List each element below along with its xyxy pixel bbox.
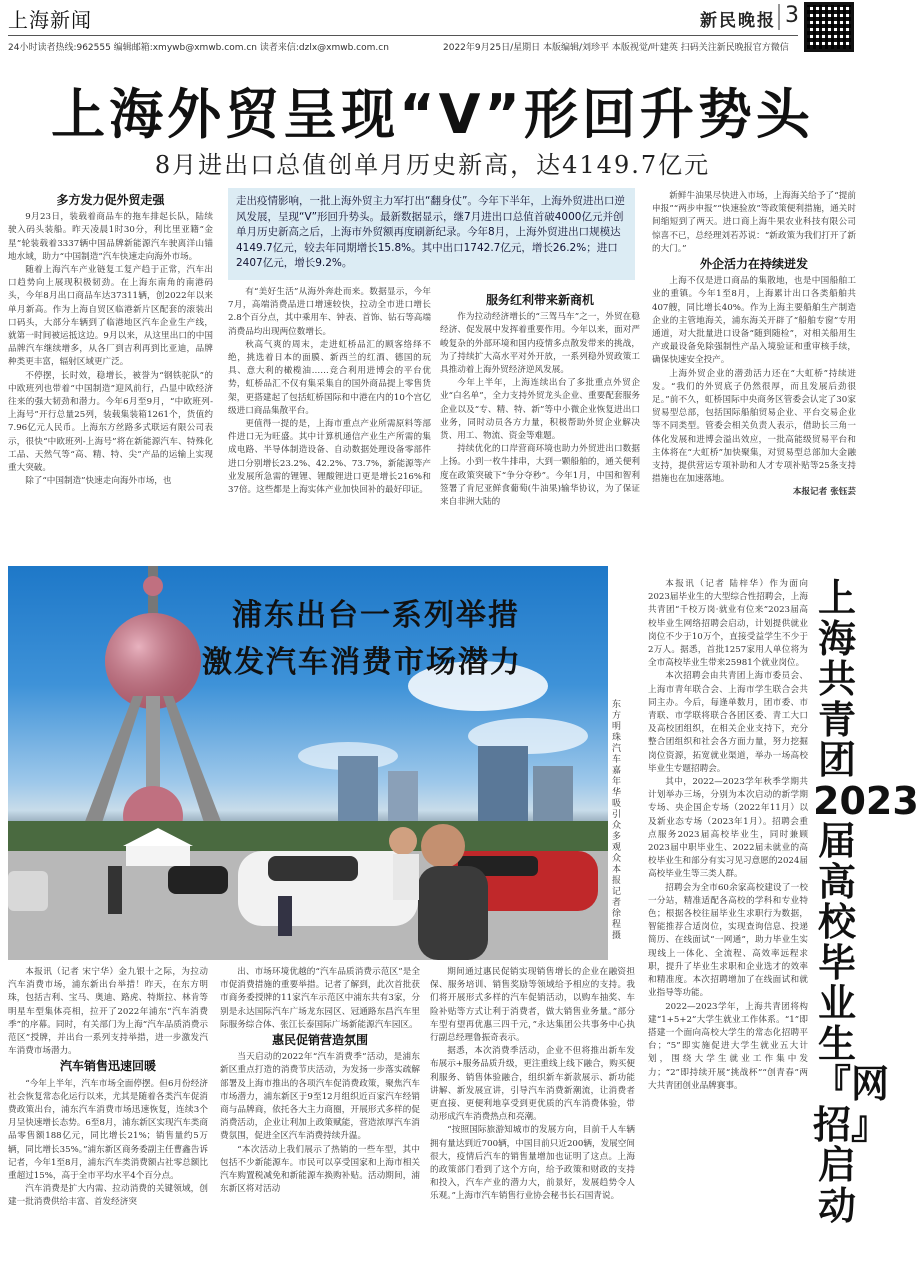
vertical-headline: 上海共青团2023届高校毕业生『网招』启动 — [813, 576, 919, 1228]
paragraph: 本报讯（记者 陆梓华）作为面向2023届毕业生的大型综合性招聘会，上海共青团“千校万岗·就业有位来”2023届高校毕业生网络招聘会启动，计划提供就业岗位不少于10万个，直接受益学生不少于2万人。据悉，首批1257家用人单位将为全市高校毕业生带来25981个就业岗位。 — [648, 579, 808, 669]
qr-code-icon[interactable] — [804, 2, 854, 52]
paragraph: 出、市场环境优越的“汽车品质消费示范区”是全市促消费措施的重要举措。记者了解到，此次首批获市商务委授牌的11家汽车示范区中浦东共有3家，分别是永达国际汽车广场龙东园区、冠通路东昌汽车里际服务综合体、张江长泰国际广场新能源汽车园区。 — [220, 967, 420, 1030]
paragraph: 除了“中国制造”快速走向海外市场，也 — [25, 476, 172, 487]
article1-column-3 — [440, 292, 640, 562]
section-subtitle: 外企活力在持续迸发 — [699, 257, 808, 272]
paragraph: 招聘会为全市60余家高校建设了一校一分站，精准适配各高校的学科和专业特色；根据各校往届毕业生求职行为数据，智能推荐合适岗位，实现查询信息、投递简历、在线面试“一网通”，助力毕业生实现线上一体化、全流程、高效率远程求职，提升了毕业生求职和企业选才的效率和精准度。本次招聘增加了在线面试和就业指导等功能。 — [648, 882, 808, 999]
section-subtitle: 服务红利带来新商机 — [485, 293, 594, 307]
article2-column-2 — [220, 966, 420, 1276]
article1-column-1 — [8, 192, 213, 562]
paragraph: 更值得一提的是，上海市重点产业所需原料等部件进口无为旺盛。其中计算机通信产业生产所需的集成电路、半导体制造设备、自动数据处理设备零部件进口分别增长23.2%、42.2%、73.7%，新能源等产业发展所急需的锂锂、锂酸锂进口更是增长216%和37倍。这些都是上海实体产业加快回补的最好印证。 — [228, 419, 431, 496]
newspaper-brand: 新民晚报 — [700, 11, 776, 31]
paragraph: 不停摆，长时效，稳增长，被誉为“钢铁驼队”的中欧班列也带着“中国制造”迎风前行，凸显中欧经济往来的强大韧劲和潜力。今年6月至9月，“中欧班列-上海号”开行总量25列，装载集装箱1261个，货值约7.96亿元人民币。上海东方丝路多式联运有限公司表示，很快“中欧班列-上海号”将在新能源汽车、特殊化工品、天然气等“高、精、特、尖”产品的运输上实现重大突破。 — [8, 370, 213, 474]
page-number: 3 — [785, 3, 799, 28]
section-subtitle: 多方发力促外贸走强 — [56, 193, 165, 207]
paragraph: 今年上半年，上海连续出台了多批重点外贸企业“白名单”，全力支持外贸龙头企业、重要配套服务企业以及“专、精、特、新”等中小微企业恢复进出口业务，同时动员各方力量，积极帮助外贸企业解决货、用工、物流、资金等难题。 — [440, 378, 640, 442]
main-headline: 上海外贸呈现“V”形回升势头 — [51, 83, 814, 146]
paragraph: “今年上半年，汽车市场全面停摆。但6月份经济社会恢复常态化运行以来，尤其是随着各类汽车促消费政策出台，浦东汽车消费市场迅速恢复，连续3个月呈快速增长态势。6至8月，浦东新区实现汽车类商品零售额188亿元，同比增长21%；销售量约5万辆，同比增长35%。”浦东新区商务委副主任曹鑫告诉记者，今年1至8月，浦东汽车类消费额占社零总额比重超过15%，高于全市平均水平4个百分点。 — [8, 1078, 208, 1182]
paragraph: 其中，2022—2023学年秋季学期共计划举办三场，分别为本次启动的新学期专场、央企国企专场（2022年11月）以及新业态专场（2023年1月）。招聘会重点服务2023届高校毕业生，同时兼顾2023届中职毕业生、2022届未就业的高校毕业生和部分有实习见习意愿的2024届高校毕业生等三类人群。 — [648, 777, 808, 880]
divider — [778, 4, 780, 30]
photo-headline-1: 浦东出台一系列举措 — [232, 598, 520, 633]
paragraph: 秋高气爽的周末，走进虹桥品汇的顾客络绎不绝，挑选着日本的面膜、新西兰的红酒、德国的玩具、意大利的橄榄油……竞合利用进博会的平台优势，虹桥品汇不仅有集采集自的国外商品提上零售货架，更搭建起了包括虹桥国际和中港在内的10个宫亿级进口商品集散平台。 — [228, 339, 431, 416]
paragraph: 有“美好生活”从海外奔赴而来。数据显示，今年7月，高端消费品进口增速较快，拉动全市进口增长2.8个百分点，其中乘用车、钟表、首饰、钻石等高端消费品均出现两位数增长。 — [228, 287, 431, 337]
paragraph: “按照国际旅游知城市的发展方向，目前千人车辆拥有量达到近700辆，中国目前只近200辆，发展空间很大，疫情后汽车的销售量增加也证明了这点。上海的政策部门看到了这个方向，给予政策和财政的支持和投入，汽车产业的潜力大，前景好，发展趋势令人乐观。”上海市汽车销售行业协会秘书长石国青说。 — [430, 1125, 635, 1202]
photo-headline-2: 激发汽车消费市场潜力 — [202, 645, 522, 680]
paragraph: 作为拉动经济增长的“三驾马车”之一，外贸在稳经济、促发展中发挥着重要作用。今年以来，面对严峻复杂的外部环境和国内疫情多点散发带来的挑战，为了持续扩大高水平对外开放，一系列稳外贸政策工具推动着上海外贸经济逆风发展。 — [440, 312, 640, 376]
article2-column-3 — [430, 966, 635, 1276]
byline: 本报记者 张钰芸 — [792, 487, 856, 498]
paragraph: 随着上海汽车产业链复工复产趋于正常，汽车出口趋势向上展现积极韧劲。在上海东南角的南港码头，今年8月出口商品车达37311辆，创2022年以来单月新高。作为上海自贸区临港新片区配套的滚装出口码头，大部分车辆到了临港地区汽车企业生产线，就第一时间被运抵这边。9月以来，从这里出口的中国品牌汽车继续增多，从各厂到吉利再到比亚迪，品牌种类更丰富，辐射区域更广泛。 — [8, 265, 213, 368]
paragraph: 汽车消费是扩大内需、拉动消费的关键领域，创建一批消费供给丰富、首发经济突 — [8, 1184, 208, 1208]
article1-column-4 — [652, 190, 856, 562]
sub-headline: 8月进出口总值创单月历史新高，达4149.7亿元 — [154, 151, 711, 179]
intro-summary-box: 走出疫情影响，一批上海外贸主力军打出“翻身仗”。今年下半年，上海外贸进出口逆风发展，呈现“V”形回升势头。最新数据显示，继7月进出口总值首破4000亿元并创单月历史新高之后，上海市外贸额再度刷新纪录。今年8月，上海外贸进出口规模达4149.7亿元，较去年同期增长15.8%。其中出口1742.7亿元，增长26.2%；进口2407亿元，增长9.2%。 — [228, 188, 635, 280]
paragraph: 持续优化的口岸营商环境也助力外贸进出口数据上扬。小到一枚牛排串，大到一颗船舶的，通关便利度在政策突破下“争分夺秒”。今年1月，中国和智利签署了肯尼亚鲜食葡萄(牛油果)输华协议，为了保证来自非洲大陆的 — [440, 444, 640, 508]
issue-info: 2022年9月25日/星期日 本版编辑/刘珍平 本版视觉/叶建英 扫码关注新民晚报官方微信 — [443, 43, 789, 53]
section-subtitle: 汽车销售迅速回暖 — [59, 1059, 156, 1074]
section-subtitle: 惠民促销营造氛围 — [271, 1033, 368, 1048]
paragraph: 期间通过惠民促销实现销售增长的企业在融资担保、服务培训、销售奖励等领域给予相应的支持。我们将开展形式多样的汽车促销活动，以购车抽奖、车险补贴等方式让利于消费者，做大销售业务量。”部分车型有望再优惠三四千元，”永达集团公共事务中心执行副总经理鲁振奇表示。 — [430, 967, 635, 1044]
paragraph: 当天启动的2022年“汽车消费季”活动，是浦东新区重点打造的消费节庆活动，为发扬一步落实疏解部署及上海市推出的各项汽车促消费政策，聚焦汽车市场潜力，浦东新区于9至12月组织近百家汽车经销商与品牌商，依托各大主力商圈，开展形式多样的促消费活动，企业让利加上政策赋能，营造浓厚汽车消费氛围，促进全区汽车消费持续升温。 — [220, 1052, 420, 1142]
article2-column-1 — [8, 966, 208, 1276]
paragraph: 本报讯（记者 宋宁华）金九银十之际，为拉动汽车消费市场，浦东新出台举措！昨天，在东方明珠，包括吉利、宝马、奥迪、路虎、特斯拉、林肯等明星车型集体亮相，拉开了2022年浦东“汽车消费季”的序幕。同时，有关部门为上海“汽车品质消费示范区”授牌，并出台一系列支持举措，进一步激发汽车消费市场潜力。 — [8, 967, 208, 1057]
paragraph: 本次招聘会由共青团上海市委员会、上海市青年联合会、上海市学生联合会共同主办。今后，每逢单数月，团市委、市青联、市学联将联合各团区委、青工大口及高校团组织，在相关企业支持下，充分整合团组织和社会各方面力量，努力挖掘岗位资源，拓宽就业渠道，举办一场高校毕业生专题招聘会。 — [648, 671, 808, 774]
paragraph: “本次活动上我们展示了热销的一些车型，其中包括不少新能源车。市民可以享受国家和上海市相关汽车购置税减免和新能源车换购补贴。活动期间，浦东新区将对活动 — [220, 1144, 420, 1195]
paragraph: 上海外贸企业的潜劲活力还在“大虹桥”持续迸发。“我们的外贸底子仍然很厚，而且发展后劲很足。”前不久，虹桥国际中央商务区管委会认定了30家贸易型总部，包括国际船舶贸易企业、平台交易企业等不同类型。管委会相关负责人表示，借助长三角一体化发展和进博会溢出效应，一批高能级贸易平台和主体将在“大虹桥”加快聚集，对贸易型总部加大金融支持，提供营运专项补助和人才专项补贴等25条支持措施也在加速落地。 — [652, 368, 856, 485]
section-title: 上海新闻 — [8, 8, 92, 32]
photo-caption: 东方明珠汽车嘉年华吸引众多观众 本报记者 徐程 摄 — [612, 700, 631, 941]
header-rule — [8, 35, 798, 36]
paragraph: 上海不仅是进口商品的集散地，也是中国船舶工业的重镇。今年1至8月，上海累计出口各类船舶共407艘，同比增长40%。作为上海主要船舶生产制造企业的主管地海关，浦东海关开辟了“船舶专窗”专用通道，对大批量进口设备“随到随检”，对相关船用生产或最设备免除强制性产品入境验证和重审核手续，确保快速安全投产。 — [652, 276, 856, 366]
article1-column-2 — [228, 286, 431, 562]
contact-info: 24小时读者热线:962555 编辑邮箱:xmywb@xmwb.com.cn 读者来信:dzlx@xmwb.com.cn — [8, 43, 389, 53]
paragraph: 据悉，本次消费季活动，企业不但将推出新车发布展示+服务品质升级，更注重线上线下融合，购买便利服务、销售体验融合，组织新车新款展示、新功能讲解、新发展宣讲，引导汽车消费新潮流，让消费者更直接、更便利地享受到更优质的汽车消费体验，带动形成汽车消费热点和亮潮。 — [430, 1046, 635, 1123]
paragraph: 2022—2023学年，上海共青团将构建“1+5+2”大学生就业工作体系。“1”即搭建一个面向高校大学生的常态化招聘平台；“5”即实施促进大学生就业五大计划，围绕大学生就业工作集中发力；“2”即持续开展“挑战杯”“创青春”两大共青团创业品牌赛事。 — [648, 1001, 808, 1091]
paragraph: 新鲜牛油果尽快进入市场，上海海关给予了“提前申报”“两步申报”“快速验放”等政策便利措施，通关时间缩短到了两天。进口商上海牛果农业科技有限公司惊喜不已，总经理刘若苏说：“新政策为我们打开了新的大门。” — [652, 191, 856, 254]
paragraph: 9月23日，装载着商品车的拖车排起长队，陆续驶入码头装船。昨天凌晨1时30分，利比里亚籍“金星”轮装载着3337辆中国品牌新能源汽车驶离洋山锚地水域，助力“中国制造”汽车快速走向海外市场。 — [8, 212, 213, 262]
article3-column — [648, 578, 808, 1276]
